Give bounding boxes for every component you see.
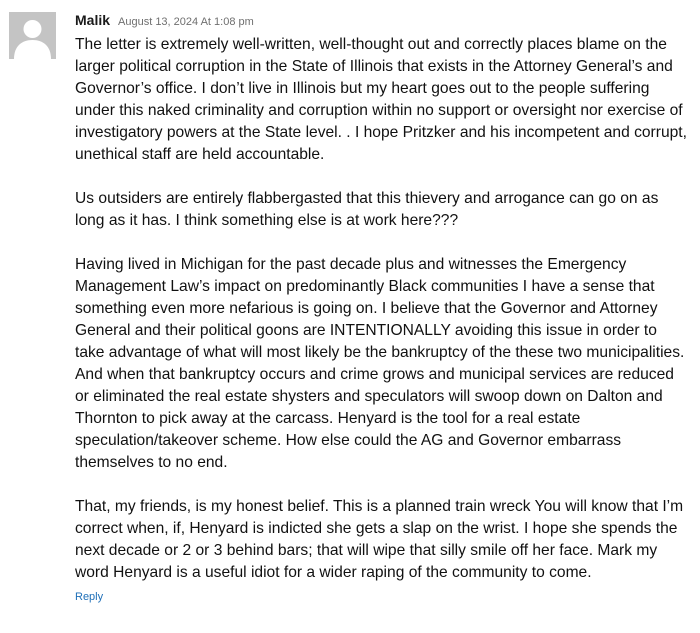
comment-paragraph: Us outsiders are entirely flabbergasted that this thievery and arrogance can go on as long as it has. I think something else is at work here??? <box>75 190 659 229</box>
comment-paragraph: That, my friends, is my honest belief. This is a planned train wreck You will know that I’m correct when, if, Henyard is indicted she gets a slap on the wrist. I hope she spends the next decade or 2 or 3 behind bars; that will wipe that silly smile off her face. Mark my word Henyard is a useful idiot for a wider raping of the community to come. <box>75 498 684 581</box>
comment-paragraph: The letter is extremely well-written, well-thought out and correctly places blame on the larger political corruption in the State of Illinois that exists in the Attorney General’s and Governor’s office. I don’t live in Illinois but my heart goes out to the people suffering under this naked criminality and corruption within no support or oversight nor exercise of investigatory powers at the State level. . I hope Pritzker and his incompetent and corrupt, unethical staff are held accountable. <box>75 36 687 163</box>
avatar <box>9 12 56 59</box>
comment-body <box>75 12 690 605</box>
comment-text <box>75 34 690 584</box>
reply-link[interactable]: Reply <box>75 591 104 603</box>
comment-paragraph: Having lived in Michigan for the past decade plus and witnesses the Emergency Management Law’s impact on predominantly Black communities I have a sense that something even more nefarious is going on. I believe that the Governor and Attorney General and their political goons are INTENTIONALLY avoiding this issue in order to take advantage of what will most likely be the bankruptcy of the these two municipalities. And when that bankruptcy occurs and crime grows and municipal services are reduced or eliminated the real estate shysters and speculators will swoop down on Dalton and Thornton to pick away at the carcass. Henyard is the tool for a real estate speculation/takeover scheme. How else could the AG and Governor embarrass themselves to no end. <box>75 256 685 471</box>
comment-date[interactable]: August 13, 2024 At 1:08 pm <box>118 16 254 28</box>
default-user-avatar-icon <box>9 12 56 59</box>
comment-author[interactable]: Malik <box>75 12 111 28</box>
comment-meta <box>75 12 690 34</box>
